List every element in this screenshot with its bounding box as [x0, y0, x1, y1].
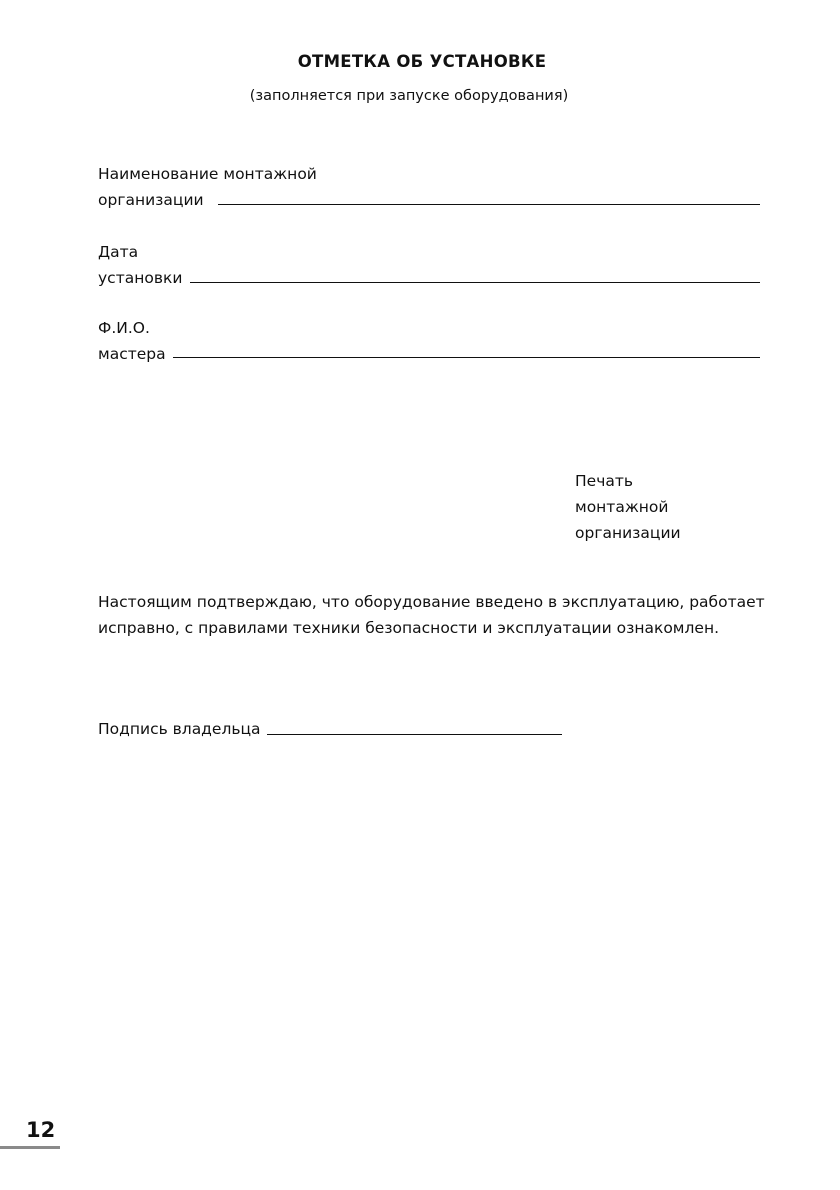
organization-field-label-line2: организации [98, 191, 204, 209]
page-number-bar [0, 1146, 60, 1149]
page-subtitle: (заполняется при запуске оборудования) [249, 88, 569, 104]
master-field-line[interactable] [173, 357, 760, 358]
date-field-line[interactable] [190, 282, 760, 283]
stamp-label-line3: организации [575, 524, 681, 542]
organization-field-line[interactable] [218, 204, 760, 205]
confirmation-text-line2: исправно, с правилами техники безопасности и эксплуатации ознакомлен. [98, 619, 720, 637]
stamp-label [575, 468, 681, 546]
page-title: ОТМЕТКА ОБ УСТАНОВКЕ [297, 52, 547, 71]
stamp-label-line1: Печать [575, 472, 634, 490]
page-number: 12 [26, 1118, 56, 1142]
confirmation-text-line1: Настоящим подтверждаю, что оборудование введено в эксплуатацию, работает [98, 593, 765, 611]
stamp-label-line2: монтажной [575, 498, 669, 516]
master-field-label-line2: мастера [98, 345, 166, 363]
master-field-label-line1: Ф.И.О. [98, 319, 150, 337]
confirmation-text [98, 589, 798, 641]
date-field-label-line2: установки [98, 269, 183, 287]
signature-field-label: Подпись владельца [98, 720, 261, 738]
signature-field-line[interactable] [267, 734, 562, 735]
organization-field-label-line1: Наименование монтажной [98, 165, 317, 183]
date-field-label-line1: Дата [98, 243, 139, 261]
